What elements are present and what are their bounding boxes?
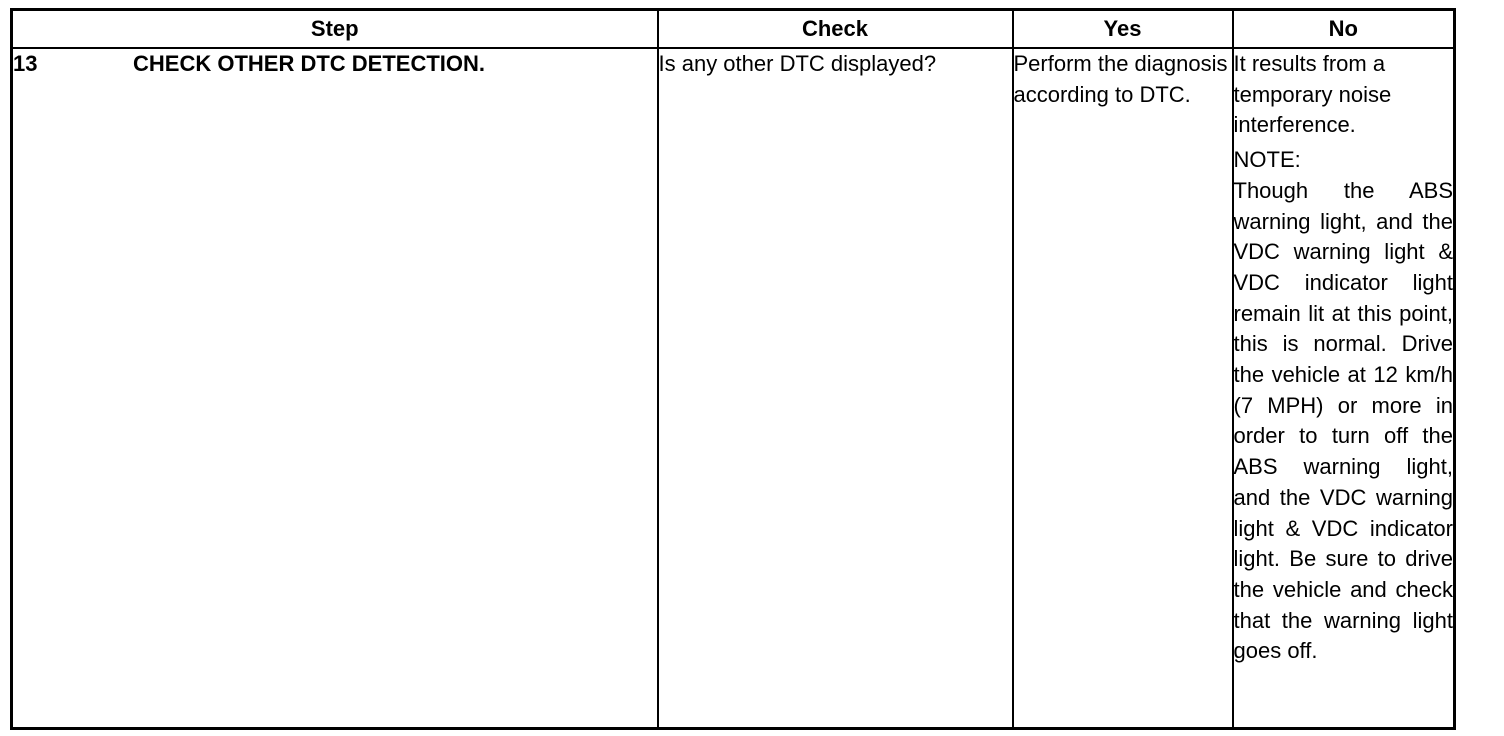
header-no: No bbox=[1233, 10, 1455, 49]
yes-cell bbox=[1013, 48, 1233, 729]
check-cell bbox=[658, 48, 1013, 729]
check-text: Is any other DTC displayed? bbox=[658, 51, 937, 76]
note-body: Though the ABS warning light, and the VDC warning light & VDC indicator light remain lit at this point, this is normal. Drive the vehicle at 12 km/h (7 MPH) or more in order to turn off the ABS warning light, and the VDC warning light & VDC indicator light. Be sure to drive the vehicle and check that the warning light goes off. bbox=[1233, 177, 1453, 664]
note-label: NOTE: bbox=[1233, 147, 1301, 173]
header-step: Step bbox=[12, 10, 658, 49]
no-cell bbox=[1233, 48, 1455, 729]
header-check: Check bbox=[658, 10, 1013, 49]
table-row bbox=[12, 48, 1455, 729]
no-main-text: It results from a temporary noise interference. bbox=[1233, 51, 1392, 138]
header-yes: Yes bbox=[1013, 10, 1233, 49]
step-cell bbox=[12, 48, 658, 729]
yes-text: Perform the diagnosis according to DTC. bbox=[1013, 51, 1228, 107]
diagnostic-table bbox=[10, 8, 1456, 730]
step-title: CHECK OTHER DTC DETECTION. bbox=[133, 51, 485, 76]
table-header-row bbox=[12, 10, 1455, 49]
step-number: 13 bbox=[13, 51, 38, 76]
